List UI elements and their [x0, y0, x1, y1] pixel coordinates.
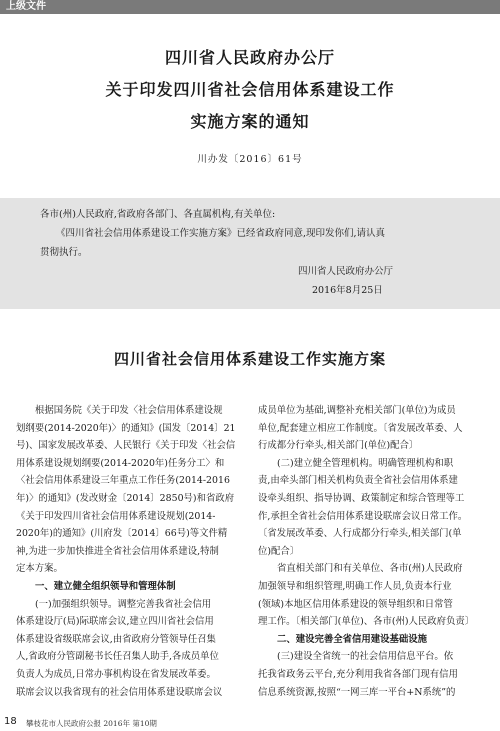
body-line: (一)加强组织领导。调整完善我省社会信用: [35, 598, 212, 610]
body-line: 体系建设厅(局)际联席会议,建立四川省社会信用: [16, 616, 214, 628]
body-line: 信息系统资源,按照“一网三库一平台+N系统”的: [258, 686, 456, 698]
body-line: 《关于印发四川省社会信用体系建设规划(2014-: [16, 510, 216, 522]
body-line: 用体系建设规划纲要(2014-2020年)任务分工〉和: [16, 457, 225, 469]
section-heading: 二、建设完善全省信用建设基础设施: [277, 633, 428, 645]
notice-body-cont: 贯彻执行。: [40, 247, 88, 258]
plan-title: 四川省社会信用体系建设工作实施方案: [113, 350, 386, 368]
page-number: 18: [4, 716, 17, 727]
body-line: 根据国务院《关于印发〈社会信用体系建设规: [35, 405, 223, 416]
body-line: (二)建立健全管理机构。明确管理机构和职: [277, 457, 454, 469]
footer-source: 攀枝花市人民政府公报 2016年 第10期: [26, 719, 157, 728]
body-line: 〈社会信用体系建设三年重点工作任务(2014-2016: [16, 475, 230, 487]
page-footer: [0, 714, 500, 731]
body-line: 行成都分行牵头,相关部门(单位)配合〕: [258, 440, 419, 452]
section-label: 上级文件: [6, 1, 46, 12]
body-line: 责,由牵头部门相关机构负责全省社会信用体系建: [258, 475, 458, 487]
body-line: (领域)本地区信用体系建设的领导组织和日常管: [258, 598, 453, 610]
body-line: 2020年)的通知》(川府发〔2014〕66号)等文件精: [16, 528, 228, 540]
top-banner: [0, 0, 500, 14]
notice-signer: 四川省人民政府办公厅: [298, 266, 394, 277]
notice-addressee: 各市(州)人民政府,省政府各部门、各直属机构,有关单位:: [40, 209, 276, 220]
body-line: 体系建设省级联席会议,由省政府分管领导任召集: [16, 633, 216, 645]
doc-title-line-3: 实施方案的通知: [190, 112, 310, 131]
body-line: 位)配合〕: [258, 545, 300, 557]
notice-body: 《四川省社会信用体系建设工作实施方案》已经省政府同意,现印发你们,请认真: [56, 228, 386, 239]
notice-date: 2016年8月25日: [312, 285, 383, 296]
body-line: 负责人为成员,日常办事机构设在省发展改革委。: [16, 669, 216, 680]
body-line: 加强领导和组织管理,明确工作人员,负责本行业: [258, 581, 452, 592]
body-line: 定本方案。: [16, 563, 63, 575]
body-line: 神,为进一步加快推进全省社会信用体系建设,特制: [16, 545, 219, 557]
body-line: (三)建设全省统一的社会信用信息平台。依: [277, 651, 454, 663]
body-line: 年)〉的通知》(发改财金〔2014〕2850号)和省政府: [16, 493, 235, 504]
body-line: 托我省政务云平台,充分利用我省各部门现有信用: [258, 669, 458, 680]
doc-number: 川办发〔2016〕61号: [197, 154, 303, 165]
body-line: 作,承担全省社会信用体系建设联席会议日常工作。: [258, 510, 468, 522]
body-line: 划纲要(2014-2020年)〉的通知》(国发〔2014〕21: [16, 422, 236, 434]
doc-title-line-2: 关于印发四川省社会信用体系建设工作: [105, 80, 395, 99]
body-line: 成员单位为基础,调整补充相关部门(单位)为成员: [258, 405, 456, 416]
doc-title-line-1: 四川省人民政府办公厅: [164, 48, 335, 67]
section-heading: 一、建立健全组织领导和管理体制: [35, 581, 176, 592]
body-line: 省直相关部门和有关单位、各市(州)人民政府: [277, 563, 463, 575]
body-line: 人,省政府分管副秘书长任召集人助手,各成员单位: [16, 651, 219, 663]
body-line: 号)、国家发展改革委、人民银行《关于印发〈社会信: [16, 440, 236, 452]
body-line: 设牵头组织、指导协调、政策制定和综合管理等工: [258, 493, 465, 504]
body-line: 单位,配套建立相应工作制度。〔省发展改革委、人: [258, 422, 463, 434]
body-line: 理工作。〔相关部门(单位)、各市(州)人民政府负责〕: [258, 616, 475, 628]
notice-box: [0, 198, 500, 309]
body-line: 联席会议以我省现有的社会信用体系建设联席会议: [16, 686, 223, 698]
body-line: 〔省发展改革委、人行成都分行牵头,相关部门(单: [258, 528, 462, 540]
